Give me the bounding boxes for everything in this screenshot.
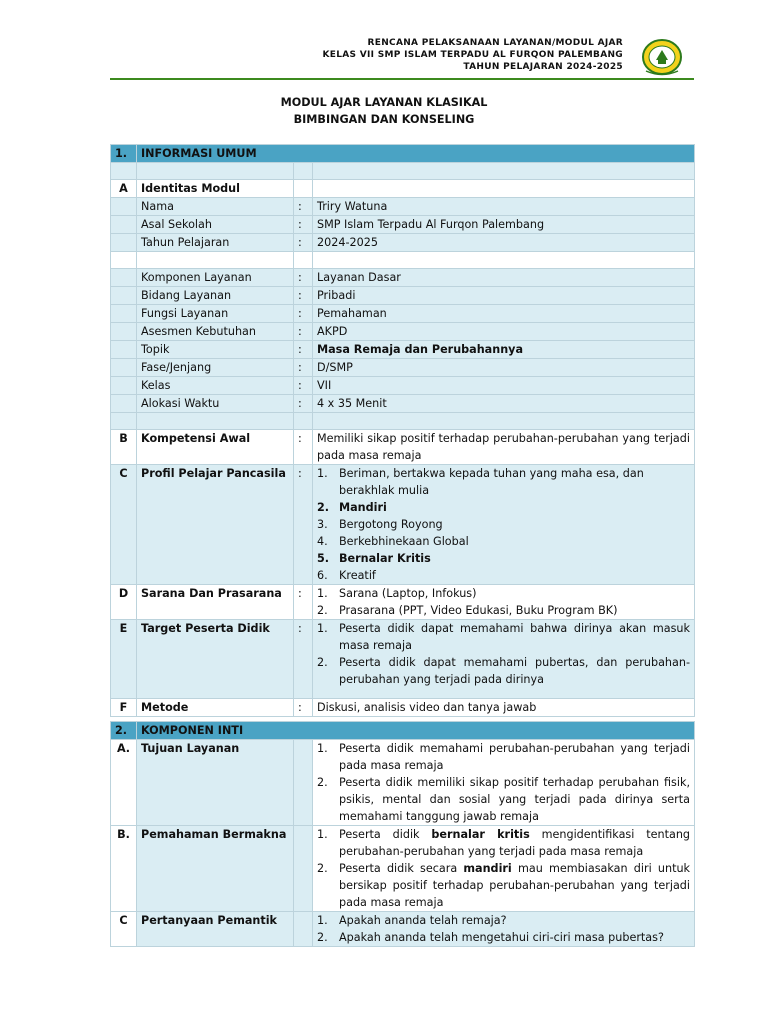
header-line-2: KELAS VII SMP ISLAM TERPADU AL FURQON PALEMBANG <box>322 50 623 60</box>
informasi-umum-table <box>110 144 695 717</box>
field-value: VII <box>313 377 695 395</box>
colon: : <box>294 377 313 395</box>
list-item: 1. Apakah ananda telah remaja? <box>317 914 507 927</box>
section-1-number: 1. <box>111 145 137 163</box>
table-row <box>111 269 695 287</box>
section-2-title: KOMPONEN INTI <box>137 722 695 740</box>
pertanyaan-list <box>317 912 690 946</box>
row-label: C <box>111 912 137 947</box>
page-header <box>0 0 768 80</box>
colon: : <box>294 234 313 252</box>
list-item: 3. Bergotong Royong <box>317 518 443 531</box>
list-item: 2. Peserta didik dapat memahami pubertas, dan perubahan-perubahan yang terjadi pada dirinya <box>317 656 690 686</box>
row-title: Identitas Modul <box>137 180 294 198</box>
colon: : <box>294 341 313 359</box>
table-row <box>111 341 695 359</box>
row-label: B. <box>111 826 137 912</box>
row-sarana <box>111 585 695 620</box>
field-label: Fungsi Layanan <box>137 305 294 323</box>
colon: : <box>294 216 313 234</box>
row-title: Sarana Dan Prasarana <box>137 585 294 620</box>
spacer-row <box>111 163 695 180</box>
field-label: Kelas <box>137 377 294 395</box>
section-1-title: INFORMASI UMUM <box>137 145 695 163</box>
title-line-1: MODUL AJAR LAYANAN KLASIKAL <box>280 96 488 109</box>
document-title <box>0 94 768 128</box>
colon: : <box>294 198 313 216</box>
list-item: 2. Peserta didik memiliki sikap positif terhadap perubahan fisik, psikis, mental dan sosial yang terjadi pada dirinya serta memahami tanggung jawab remaja <box>317 776 691 823</box>
field-value: 2024-2025 <box>313 234 695 252</box>
komponen-inti-table <box>110 721 695 947</box>
row-title: Pertanyaan Pemantik <box>137 912 294 947</box>
row-label: B <box>111 430 137 465</box>
sarana-list <box>317 585 690 619</box>
colon: : <box>294 430 313 465</box>
table-row <box>111 234 695 252</box>
row-label: F <box>111 699 137 717</box>
header-line-1: RENCANA PELAKSANAAN LAYANAN/MODUL AJAR <box>367 38 623 48</box>
colon: : <box>294 305 313 323</box>
list-item: 5. Bernalar Kritis <box>317 552 431 565</box>
field-label: Asal Sekolah <box>137 216 294 234</box>
field-value: Triry Watuna <box>313 198 695 216</box>
profil-list <box>317 465 690 584</box>
row-label: A <box>111 180 137 198</box>
list-item: 2. Mandiri <box>317 501 387 514</box>
field-value: Pemahaman <box>313 305 695 323</box>
row-label: D <box>111 585 137 620</box>
colon: : <box>294 359 313 377</box>
field-label: Topik <box>137 341 294 359</box>
field-value: Layanan Dasar <box>313 269 695 287</box>
table-row <box>111 305 695 323</box>
field-value: D/SMP <box>313 359 695 377</box>
field-label: Asesmen Kebutuhan <box>137 323 294 341</box>
tujuan-list <box>317 740 690 825</box>
list-item: 2. Prasarana (PPT, Video Edukasi, Buku Program BK) <box>317 604 618 617</box>
colon: : <box>294 699 313 717</box>
field-label: Komponen Layanan <box>137 269 294 287</box>
target-list <box>317 620 690 688</box>
row-tujuan <box>111 740 695 826</box>
school-logo <box>640 38 684 78</box>
row-title: Target Peserta Didik <box>137 620 294 699</box>
list-item: 6. Kreatif <box>317 569 376 582</box>
colon: : <box>294 620 313 699</box>
table-row <box>111 377 695 395</box>
spacer-row <box>111 413 695 430</box>
table-row <box>111 216 695 234</box>
row-label: C <box>111 465 137 585</box>
row-title: Profil Pelajar Pancasila <box>137 465 294 585</box>
table-row <box>111 323 695 341</box>
list-item: 1. Sarana (Laptop, Infokus) <box>317 587 477 600</box>
row-pemahaman <box>111 826 695 912</box>
row-title: Tujuan Layanan <box>137 740 294 826</box>
row-text: Diskusi, analisis video dan tanya jawab <box>313 699 695 717</box>
spacer-row <box>111 252 695 269</box>
colon: : <box>294 465 313 585</box>
field-value: Pribadi <box>313 287 695 305</box>
field-value: AKPD <box>313 323 695 341</box>
row-label: E <box>111 620 137 699</box>
field-value: SMP Islam Terpadu Al Furqon Palembang <box>313 216 695 234</box>
field-value: 4 x 35 Menit <box>313 395 695 413</box>
header-line-3: TAHUN PELAJARAN 2024-2025 <box>463 62 623 72</box>
list-item: 2. Apakah ananda telah mengetahui ciri-ciri masa pubertas? <box>317 931 664 944</box>
row-metode <box>111 699 695 717</box>
row-identitas <box>111 180 695 198</box>
title-line-2: BIMBINGAN DAN KONSELING <box>293 113 475 126</box>
row-target <box>111 620 695 699</box>
table-row <box>111 359 695 377</box>
list-item: 4. Berkebhinekaan Global <box>317 535 469 548</box>
pemahaman-list <box>317 826 690 911</box>
row-kompetensi-awal <box>111 430 695 465</box>
list-item: 1. Peserta didik dapat memahami bahwa dirinya akan masuk masa remaja <box>317 622 690 652</box>
colon: : <box>294 585 313 620</box>
header-rule <box>110 78 694 80</box>
topic-value: Masa Remaja dan Perubahannya <box>313 341 695 359</box>
field-label: Alokasi Waktu <box>137 395 294 413</box>
field-label: Fase/Jenjang <box>137 359 294 377</box>
table-row <box>111 395 695 413</box>
list-item: 1. Peserta didik memahami perubahan-perubahan yang terjadi pada masa remaja <box>317 742 691 772</box>
field-label: Nama <box>137 198 294 216</box>
colon: : <box>294 395 313 413</box>
row-text: Memiliki sikap positif terhadap perubahan-perubahan yang terjadi pada masa remaja <box>313 430 695 465</box>
table-row <box>111 287 695 305</box>
row-title: Pemahaman Bermakna <box>137 826 294 912</box>
row-label: A. <box>111 740 137 826</box>
row-pertanyaan <box>111 912 695 947</box>
header-text <box>323 37 624 73</box>
list-item: 1. Peserta didik bernalar kritis mengidentifikasi tentang perubahan-perubahan yang terjadi pada masa remaja <box>317 828 691 858</box>
field-label: Bidang Layanan <box>137 287 294 305</box>
list-item: 2. Peserta didik secara mandiri mau membiasakan diri untuk bersikap positif terhadap perubahan-perubahan yang terjadi pada masa remaja <box>317 862 691 909</box>
field-label: Tahun Pelajaran <box>137 234 294 252</box>
colon: : <box>294 323 313 341</box>
colon: : <box>294 287 313 305</box>
section-2-number: 2. <box>111 722 137 740</box>
table-row <box>111 198 695 216</box>
list-item: 1. Beriman, bertakwa kepada tuhan yang maha esa, dan berakhlak mulia <box>317 467 644 497</box>
colon: : <box>294 269 313 287</box>
row-title: Kompetensi Awal <box>137 430 294 465</box>
row-title: Metode <box>137 699 294 717</box>
row-profil-pelajar <box>111 465 695 585</box>
